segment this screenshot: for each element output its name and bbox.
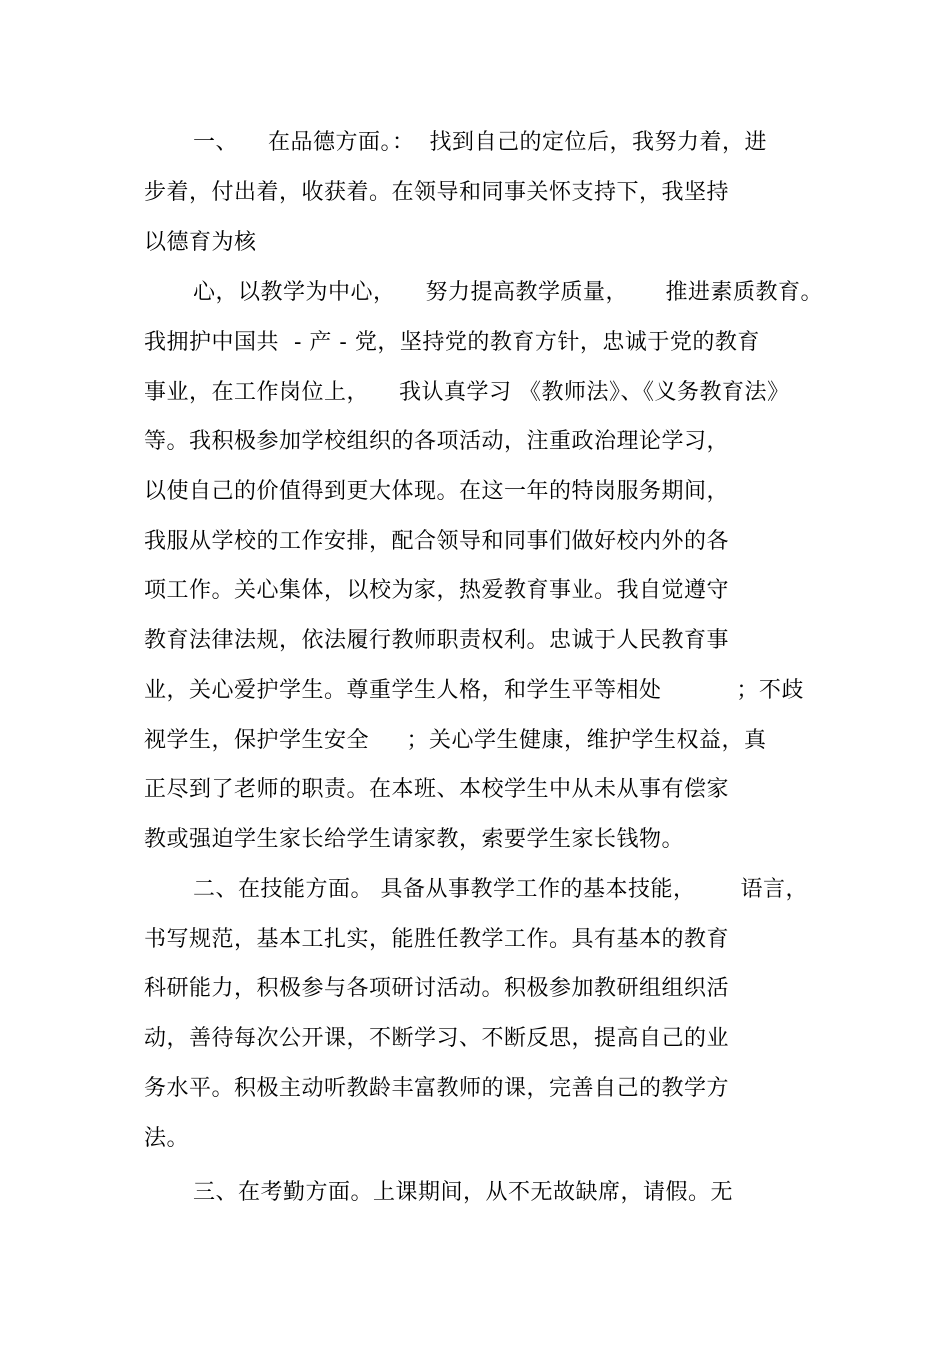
paragraph-2-line-12: 教或强迫学生家长给学生请家教，索要学生家长钱物。 [144,827,685,852]
paragraph-2-line-1: 心，以教学为中心， 努力提高教学质量， 推进素质教育。 [193,280,823,305]
paragraph-3-line-5: 务水平。积极主动听教龄丰富教师的课，完善自己的教学方 [144,1076,730,1101]
paragraph-1-line-1: 一、 在品德方面。： 找到自己的定位后，我努力着，进 [193,130,767,155]
paragraph-2-line-3: 事业，在工作岗位上， 我认真学习 《教师法》、《义务教育法》 [144,380,790,405]
paragraph-3-line-2: 书写规范，基本工扎实，能胜任教学工作。具有基本的教育 [144,927,730,952]
paragraph-2-line-6: 我服从学校的工作安排，配合领导和同事们做好校内外的各 [144,529,730,554]
paragraph-2-line-2: 我拥护中国共 - 产 - 党，坚持党的教育方针，忠诚于党的教育 [144,330,760,355]
paragraph-3-line-3: 科研能力，积极参与各项研讨活动。积极参加教研组组织活 [144,976,730,1001]
paragraph-1-line-2: 步着，付出着，收获着。在领导和同事关怀支持下，我坚持 [144,180,730,205]
paragraph-4-line-1: 三、在考勤方面。上课期间，从不无故缺席，请假。无 [193,1180,734,1205]
paragraph-2-line-8: 教育法律法规，依法履行教师职责权利。忠诚于人民教育事 [144,628,730,653]
paragraph-3-line-1: 二、在技能方面。 具备从事教学工作的基本技能， 语言， [193,877,808,902]
paragraph-3-line-4: 动，善待每次公开课，不断学习、不断反思，提高自己的业 [144,1026,730,1051]
paragraph-2-line-9: 业，关心爱护学生。尊重学生人格，和学生平等相处 ；不歧 [144,678,804,703]
paragraph-3-line-6: 法。 [144,1126,190,1151]
paragraph-2-line-4: 等。我积极参加学校组织的各项活动，注重政治理论学习， [144,429,730,454]
paragraph-2-line-11: 正尽到了老师的职责。在本班、本校学生中从未从事有偿家 [144,777,730,802]
paragraph-2-line-10: 视学生，保护学生安全 ；关心学生健康，维护学生权益，真 [144,728,767,753]
paragraph-2-line-7: 项工作。关心集体，以校为家，热爱教育事业。我自觉遵守 [144,578,730,603]
paragraph-1-line-3: 以德育为核 [144,230,257,255]
paragraph-2-line-5: 以使自己的价值得到更大体现。在这一年的特岗服务期间， [144,479,730,504]
